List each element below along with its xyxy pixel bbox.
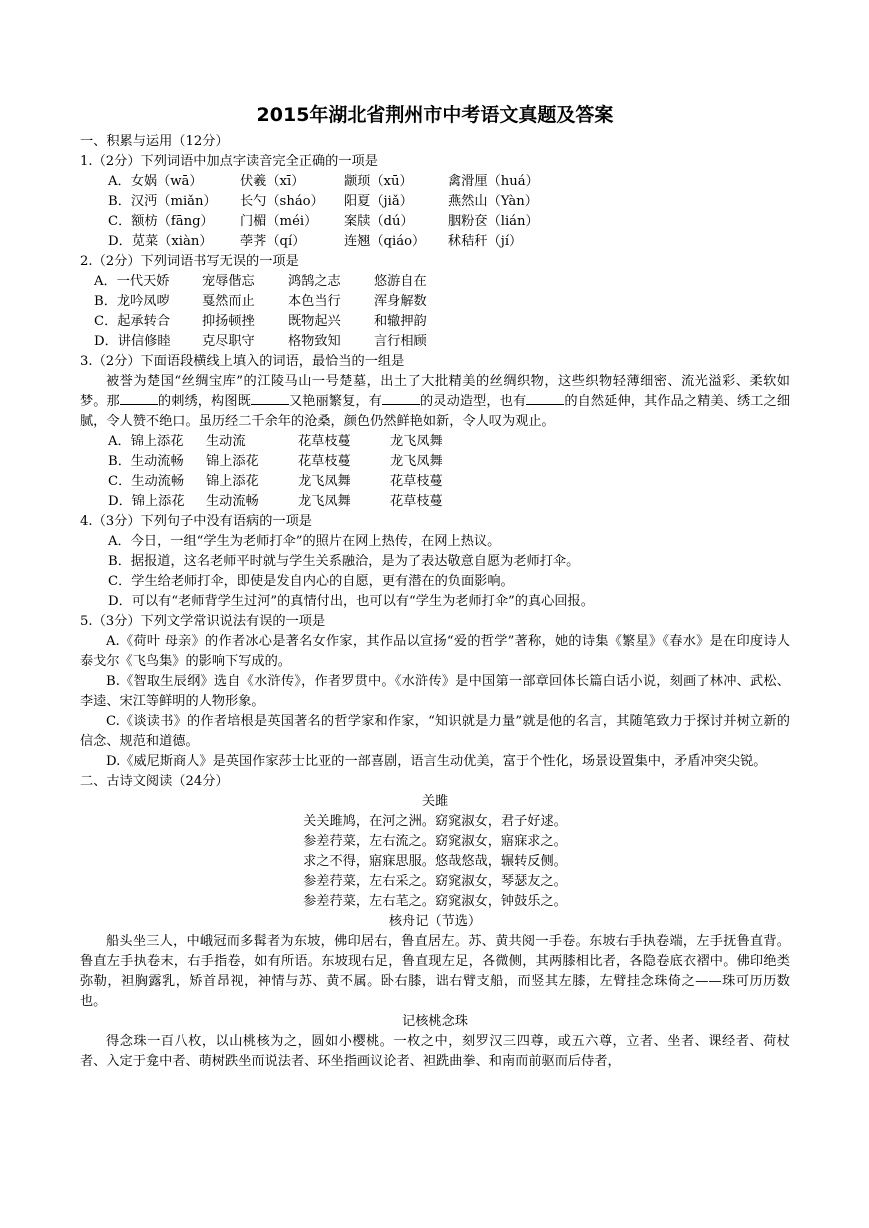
answer-blank-2[interactable] bbox=[251, 392, 289, 405]
section-heading-2: 二、古诗文阅读（24分） bbox=[80, 774, 229, 789]
question-1-option-a: A．女娲（wā） 伏羲（xī） 颛顼（xū） 禽滑厘（huá） bbox=[108, 174, 539, 189]
question-3-option-a: A．锦上添花 生动流 花草枝蔓 龙飞凤舞 bbox=[108, 434, 443, 449]
exam-page bbox=[80, 100, 790, 1072]
answer-blank-3[interactable] bbox=[382, 392, 420, 405]
boat-passage-text: 船头坐三人，中峨冠而多髯者为东坡，佛印居右，鲁直居左。苏、黄共阅一手卷。东坡右手执卷端，左手抚鲁直背。鲁直左手执卷末，右手指卷，如有所语。东坡现右足，鲁直现左足，各微侧，其两膝相比者，各隐卷底衣褶中。佛印绝类弥勒，袒胸露乳，矫首昂视，神情与苏、黄不属。卧右膝，诎右臂支船，而竖其左膝，左臂挂念珠倚之——珠可历历数也。 bbox=[80, 934, 790, 1009]
section-heading-1: 一、积累与运用（12分） bbox=[80, 134, 229, 149]
question-2-stem: 2.（2分）下列词语书写无误的一项是 bbox=[80, 254, 299, 269]
question-1-option-b: B．汉沔（miǎn） 长勺（sháo） 阳夏（jiǎ） 燕然山（Yàn） bbox=[108, 194, 538, 209]
question-1-option-c: C．额枋（fāng） 门楣（méi） 案牍（dú） 胭粉奁（lián） bbox=[108, 214, 539, 229]
question-3-stem: 3.（2分）下面语段横线上填入的词语，最恰当的一组是 bbox=[80, 354, 405, 369]
question-4-option-c: C．学生给老师打伞，即使是发自内心的自愿，更有潜在的负面影响。 bbox=[108, 574, 514, 589]
question-5-option-b: B.《智取生辰纲》选自《水浒传》，作者罗贯中。《水浒传》是中国第一部章回体长篇白话小说，刻画了林冲、武松、李逵、宋江等鲜明的人物形象。 bbox=[80, 674, 790, 709]
question-5-option-c: C.《谈读书》的作者培根是英国著名的哲学家和作家，“知识就是力量”就是他的名言，其随笔致力于探讨并树立新的信念、规范和道德。 bbox=[80, 714, 790, 749]
answer-blank-1[interactable] bbox=[120, 392, 158, 405]
question-4-option-a: A．今日，一组“学生为老师打伞”的照片在网上热传，在网上热议。 bbox=[108, 534, 501, 549]
poem-line: 参差荇菜，左右芼之。窈窕淑女，钟鼓乐之。 bbox=[303, 894, 567, 909]
question-1-stem: 1.（2分）下列词语中加点字读音完全正确的一项是 bbox=[80, 154, 378, 169]
question-4-option-b: B．据报道，这名老师平时就与学生关系融洽，是为了表达敬意自愿为老师打伞。 bbox=[108, 554, 580, 569]
question-4-stem: 4.（3分）下列句子中没有语病的一项是 bbox=[80, 514, 312, 529]
question-2-option-d: D．讲信修睦 克尽职守 格物致知 言行相顾 bbox=[94, 334, 427, 349]
page-title: 2015年湖北省荆州市中考语文真题及答案 bbox=[256, 104, 614, 126]
poem-line: 参差荇菜，左右流之。窈窕淑女，寤寐求之。 bbox=[303, 834, 567, 849]
question-5-option-a: A.《荷叶 母亲》的作者冰心是著名女作家，其作品以宣扬“爱的哲学”著称，她的诗集《繁星》《春水》是在印度诗人泰戈尔《飞鸟集》的影响下写成的。 bbox=[80, 634, 790, 669]
poem-line: 关关雎鸠，在河之洲。窈窕淑女，君子好逑。 bbox=[303, 814, 567, 829]
poem-title: 关雎 bbox=[421, 794, 449, 809]
question-3-passage: 被誉为楚国“丝绸宝库”的江陵马山一号楚墓，出土了大批精美的丝绸织物，这些织物轻薄细密、流光溢彩、柔软如梦。那 的刺绣，构图既 又艳丽繁复，有 的灵动造型，也有 的自然延伸，其作品之精美、绣工之细腻，令人赞不绝口。虽历经二千余年的沧桑，颜色仍然鲜艳如新，令人叹为观止。 bbox=[80, 374, 791, 429]
question-3-option-b: B．生动流畅 锦上添花 花草枝蔓 龙飞凤舞 bbox=[108, 454, 443, 469]
beads-passage-text: 得念珠一百八枚，以山桃核为之，圆如小樱桃。一枚之中，刻罗汉三四尊，或五六尊，立者、坐者、课经者、荷杖者、入定于龛中者、萌树跌坐而说法者、环坐指画议论者、袒跣曲拳、和南而前驱而后侍者， bbox=[80, 1034, 790, 1069]
question-5-stem: 5.（3分）下列文学常识说法有误的一项是 bbox=[80, 614, 326, 629]
question-3-option-c: C．生动流畅 锦上添花 龙飞凤舞 花草枝蔓 bbox=[108, 474, 443, 489]
question-1-option-d: D．苋菜（xiàn） 荸荠（qí） 连翘（qiáo） 秫秸秆（jí） bbox=[108, 234, 523, 249]
poem-line: 参差荇菜，左右采之。窈窕淑女，琴瑟友之。 bbox=[303, 874, 567, 889]
beads-passage-title: 记核桃念珠 bbox=[402, 1014, 468, 1029]
question-2-option-c: C．起承转合 抑扬顿挫 既物起兴 和辙押韵 bbox=[94, 314, 427, 329]
poem-line: 求之不得，寤寐思服。悠哉悠哉，辗转反侧。 bbox=[303, 854, 567, 869]
question-4-option-d: D．可以有“老师背学生过河”的真情付出，也可以有“学生为老师打伞”的真心回报。 bbox=[108, 594, 594, 609]
answer-blank-4[interactable] bbox=[526, 392, 564, 405]
boat-passage-title: 核舟记（节选） bbox=[388, 914, 482, 929]
question-2-option-b: B．龙吟凤哕 戛然而止 本色当行 浑身解数 bbox=[94, 294, 427, 309]
question-2-option-a: A．一代天娇 宠辱偕忘 鸿鹄之志 悠游自在 bbox=[94, 274, 427, 289]
question-3-option-d: D．锦上添花 生动流畅 龙飞凤舞 花草枝蔓 bbox=[108, 494, 443, 509]
question-5-option-d: D.《威尼斯商人》是英国作家莎士比亚的一部喜剧，语言生动优美，富于个性化，场景设置集中，矛盾冲突尖锐。 bbox=[106, 754, 767, 769]
